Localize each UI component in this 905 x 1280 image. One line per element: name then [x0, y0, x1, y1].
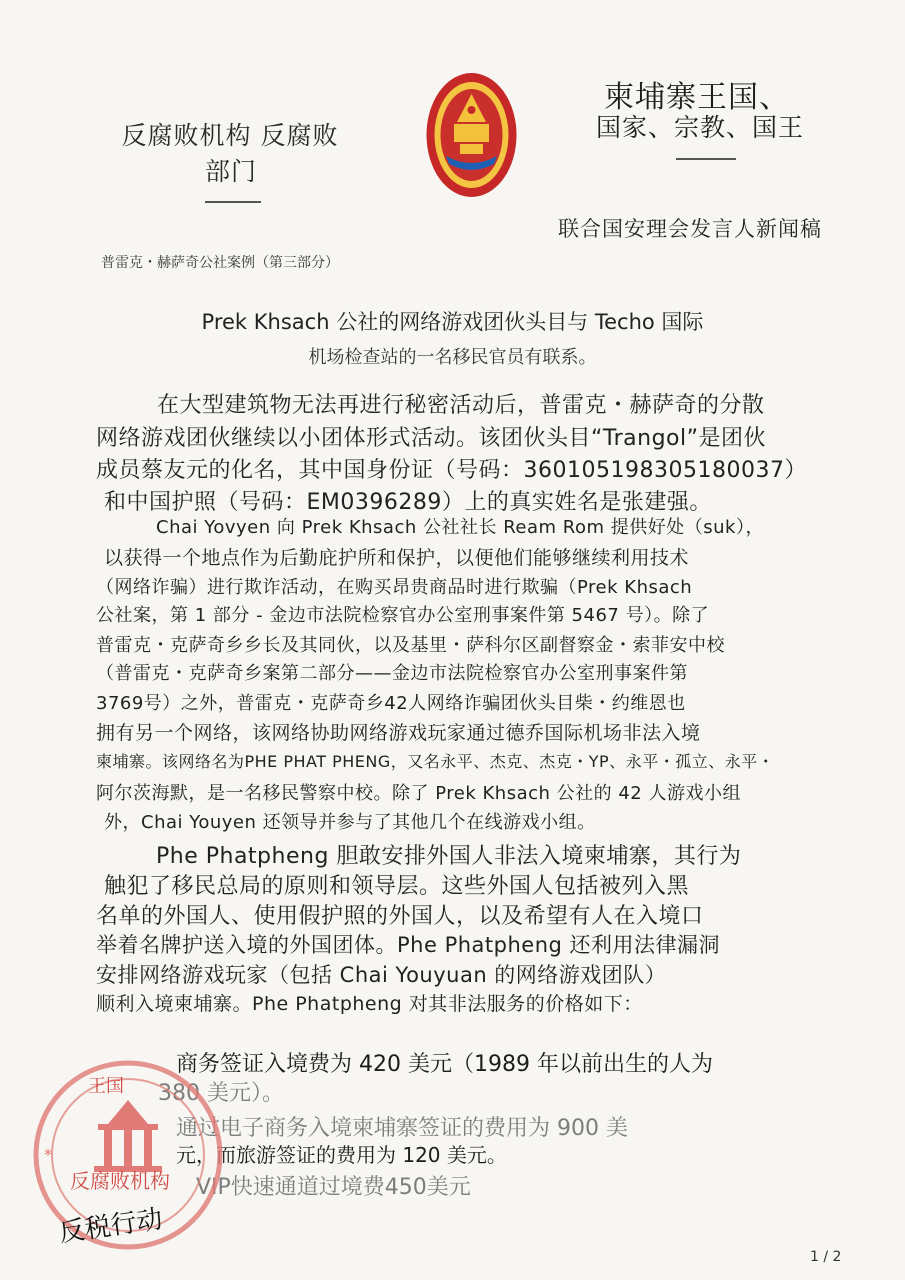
- stamp-bottom-text: 反腐败机构: [70, 1169, 170, 1193]
- paragraph1-line: 成员蔡友元的化名，其中国身份证（号码：360105198305180037）: [96, 458, 807, 483]
- paragraph2-line: 拥有另一个网络，该网络协助网络游戏玩家通过德乔国际机场非法入境: [96, 722, 701, 744]
- headline-line1: Prek Khsach 公社的网络游戏团伙头目与 Techo 国际: [201, 310, 704, 334]
- paragraph2-line: 公社案，第 1 部分 - 金边市法院检察官办公室刑事案件第 5467 号）。除了: [96, 605, 710, 626]
- paragraph2-line: 柬埔寨。该网络名为PHE PHAT PHENG，又名永平、杰克、杰克・YP、永平・孤立、永平・: [96, 752, 775, 771]
- paragraph2-line: 普雷克・克萨奇乡乡长及其同伙，以及基里・萨科尔区副督察金・索菲安中校: [96, 635, 725, 656]
- paragraph2-line: 阿尔茨海默，是一名移民警察中校。除了 Prek Khsach 公社的 42 人游戏小组: [96, 783, 741, 804]
- kingdom-title: 柬埔寨王国、: [604, 80, 790, 115]
- price-item-business-visa-cont: 380 美元）。: [158, 1081, 284, 1106]
- price-item-evisa: 通过电子商务入境柬埔寨签证的费用为 900 美: [176, 1116, 628, 1141]
- official-stamp-icon: [28, 1050, 238, 1260]
- paragraph2-line: Chai Yovyen 向 Prek Khsach 公社社长 Ream Rom 提供好处（suk），: [156, 517, 764, 538]
- paragraph2-line: 外，Chai Youyen 还领导并参与了其他几个在线游戏小组。: [104, 812, 596, 833]
- paragraph2-line: 以获得一个地点作为后勤庇护所和保护，以便他们能够继续利用技术: [104, 547, 690, 569]
- paragraph3-line: 安排网络游戏玩家（包括 Chai Youyuan 的网络游戏团队）: [96, 963, 667, 987]
- paragraph2-line: 3769号）之外，普雷克・克萨奇乡42人网络诈骗团伙头目柴・约维恩也: [96, 693, 686, 714]
- paragraph3-line: 举着名牌护送入境的外国团体。Phe Phatpheng 还利用法律漏洞: [96, 933, 721, 957]
- case-reference: 普雷克・赫萨奇公社案例（第三部分）: [101, 255, 339, 271]
- national-emblem-icon: [424, 70, 519, 200]
- paragraph2-line: （网络诈骗）进行欺诈活动，在购买昂贵商品时进行欺骗（Prek Khsach: [96, 577, 693, 598]
- page-number: 1 / 2: [810, 1249, 842, 1265]
- agency-name-line1: 反腐败机构 反腐败: [121, 121, 339, 150]
- press-release-title: 联合国安理会发言人新闻稿: [558, 217, 822, 241]
- paragraph1-line: 网络游戏团伙继续以小团体形式活动。该团伙头目“Trangol”是团伙: [96, 426, 767, 451]
- price-item-business-visa: 商务签证入境费为 420 美元（1989 年以前出生的人为: [176, 1052, 713, 1077]
- paragraph1-line: 在大型建筑物无法再进行秘密活动后，普雷克・赫萨奇的分散: [157, 393, 765, 418]
- header-divider-left: [205, 201, 261, 203]
- agency-name-line2: 部门: [204, 157, 257, 186]
- paragraph3-line: 名单的外国人、使用假护照的外国人，以及希望有人在入境口: [96, 904, 704, 929]
- paragraph3-line: 触犯了移民总局的原则和领导层。这些外国人包括被列入黑: [104, 874, 690, 899]
- paragraph3-line: 顺利入境柬埔寨。Phe Phatpheng 对其非法服务的价格如下：: [96, 993, 643, 1015]
- header-divider-right: [676, 158, 736, 160]
- price-item-evisa-cont: 元，而旅游签证的费用为 120 美元。: [176, 1143, 507, 1167]
- svg-text:*: *: [44, 1145, 52, 1164]
- price-item-vip: VIP快速通道过境费450美元: [196, 1175, 471, 1200]
- stamp-top-text: 王国: [88, 1076, 124, 1097]
- paragraph2-line: （普雷克・克萨奇乡案第二部分——金边市法院检察官办公室刑事案件第: [96, 663, 688, 684]
- headline-line2: 机场检查站的一名移民官员有联系。: [308, 347, 597, 368]
- national-motto: 国家、宗教、国王: [596, 113, 805, 142]
- stamp-overlay-text: 反税行动: [57, 1204, 165, 1249]
- paragraph1-line: 和中国护照（号码：EM0396289）上的真实姓名是张建强。: [104, 490, 712, 515]
- paragraph3-line: Phe Phatpheng 胆敢安排外国人非法入境柬埔寨，其行为: [156, 844, 742, 869]
